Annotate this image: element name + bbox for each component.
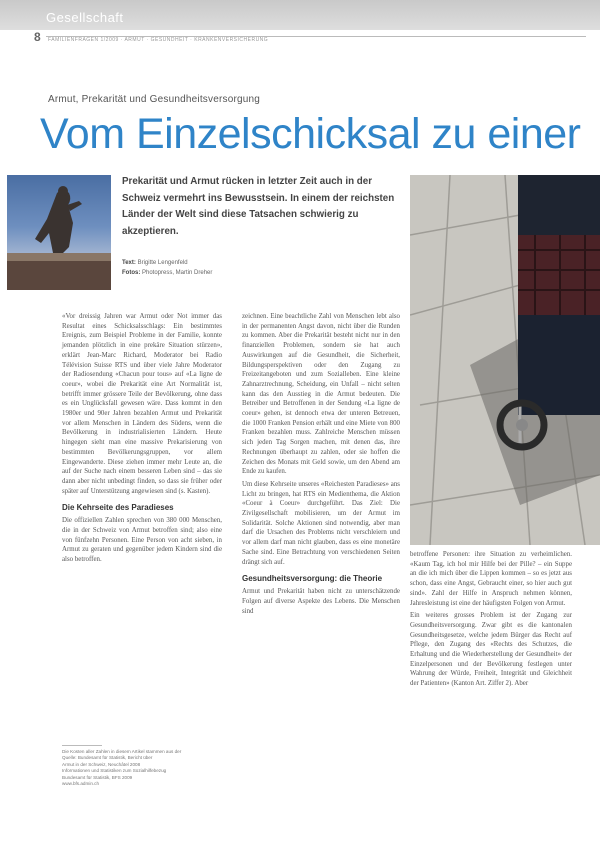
body-paragraph: Um diese Kehrseite unseres «Reichesten Paradieses» ans Licht zu bringen, hat RTS ein Medienthema, die Aktion «Coeur à Coeur» durchgeführt. Das Ziel: Die Zivilgesellschaft mobilisieren, um der Armut im Solidarität. Solche Aktionen sind notwendig, aber man darf die Ursachen des Problems nicht verschleiern und vor allem darf man nicht glauben, dass es eine monetäre Sache sind. Eine Betrachtung von verschiedenen Seiten drängt sich auf.	[242, 480, 400, 566]
body-paragraph: Die offiziellen Zahlen sprechen von 380 000 Menschen, die in der Schweiz von Armut betroffen sind; also eine von fünfzehn Personen. Eine Person von acht sieben, in Armut zu geraten und gegenüber jedem Kindern sind die also betroffen.	[62, 517, 222, 564]
footnote-line: Bundesamt für Statistik, BFS 2009	[62, 774, 133, 780]
article-column-2	[242, 312, 400, 616]
footnote-line: Informationen und Statistiken zum Sozialhilfebezug	[62, 768, 167, 774]
credit-text-label: Text:	[122, 260, 136, 266]
article-column-1	[62, 312, 222, 565]
credit-photo-author: Photopress, Martin Dreher	[142, 270, 213, 276]
shopping-trolley-photo	[410, 175, 600, 545]
section-label: Gesellschaft	[46, 10, 124, 25]
page-number: 8	[34, 30, 41, 44]
footnote-line: Die Kosten aller Zahlen in diesem Artikel stammen aus der	[62, 749, 182, 754]
body-paragraph: Armut und Prekarität haben nicht zu unterschätzende Folgen auf diverse Aspekte des Lebens. Die Menschen sind	[242, 588, 400, 615]
statue-photo	[7, 175, 111, 290]
credit-photo-label: Fotos:	[122, 270, 141, 276]
footnotes	[62, 745, 222, 787]
credit-text-author: Brigitte Lengenfeld	[137, 260, 188, 266]
article-kicker: Armut, Prekarität und Gesundheitsversorgung	[48, 94, 261, 105]
article-lead: Prekarität und Armut rücken in letzter Zeit auch in der Schweiz vermehrt ins Bewusstsein. In einem der reichsten Länder der Welt sind diese Tatsachen schwierig zu akzeptieren.	[122, 176, 395, 237]
footnote-line: www.bfs.admin.ch	[62, 781, 100, 787]
body-paragraph: zeichnen. Eine beachtliche Zahl von Menschen lebt also in der permanenten Angst davon, nicht über die Runden zu kommen. Aber die Prekarität besteht nicht nur in den finanziellen Problemen, sondern sie hat auch Auswirkungen auf die Gesundheit, die Sicherheit, Bildungsperspektiven oder den Zugang zu Freizeitangeboten und zum Sozialleben. Eine kleine Zahnarztrechnung, Scheidung, ein Unfall – nicht selten kann das den Ausstieg in die Armut bedeuten. Die Betreiber und Betroffenen in der Sendung «La ligne de coeur» gehen, ist dennoch etwa der unteren Betreuen, die 1000 Franken Pension erhält und eine Miete von 800 Franken bezahlen muss. Zahlreiche Menschen müssen sich jeden Tag Sorgen machen, mit denen das, ihre Rechnungen überhaupt zu zahlen, oder sie hoffen die Zeichen des Monats mit Geld sowie, um den Abend am Ende zu kaufen.	[242, 313, 400, 476]
header-meta: FAMILIENFRAGEN 1/2009 · ARMUT · GESUNDHEIT · KRANKENVERSICHERUNG	[48, 37, 269, 43]
subhead-paradies: Die Kehrseite des Paradieses	[62, 503, 174, 513]
footnote-line: Armut in der Schweiz, Neuchâtel 2008	[62, 761, 141, 767]
article-column-3	[410, 550, 572, 689]
article-headline: Vom Einzelschicksal zu einer	[40, 110, 581, 158]
body-paragraph: Ein weiteres grosses Problem ist der Zugang zur Gesundheitsversorgung. Zwar gibt es die kantonalen Gesundheitsgesetze, welche jedem Bürger das Recht auf Pflege, den Zugang des «Rechts des Schutzes, die Erhaltung und die Wiederherstellung der Gesundheit» der Einzelpersonen und der Bevölkerung festlegen unter Wahrung der Würde, Freiheit, Integrität und Gleichheit der Patienten» (Kanton Art. Ziffer 2). Aber	[410, 612, 572, 688]
footnote-line: Quelle: Bundesamt für Statistik, Bericht über	[62, 755, 153, 761]
article-credits	[122, 258, 212, 278]
body-paragraph: «Vor dreissig Jahren war Armut oder Not immer das Resultat eines Schicksalsschlags: Ein bestimmtes Ereignis, zum Beispiel Probleme in der Familie, konnte jemanden plötzlich in eine prekäre Situation stürzen», erklärt Jean-Marc Richard, Moderator bei Radio Télévision Suisse RTS und über viele Jahre Moderator der Radiosendung «Chacun pour tous» auf «La ligne de coeur», wobei die Prekarität eine Art Normalität ist, betrifft immer grössere Teile der Bevölkerung, ohne dass es ein Unglücksfall gewesen wäre. Dass kommt in den 1980er und 90er Jahren bezahlen Armut und Prekarität vor allem Menschen in Ländern des Südens, wenn die Bevölkerung in industrialisierten Ländern. Heute hingegen sieht man eine massive Prekarisierung von bestimmten Bevölkerungsgruppen, vor allem Eingewanderte. Diese ziehen immer mehr Leute an, die auf der Suche nach einem besseren Leben sind – das sie dann aber nicht unbedingt finden, so dass sie früher oder später auf Unterstützung angewiesen sind (s. Kasten).	[62, 313, 222, 495]
subhead-gesundheit: Gesundheitsversorgung: die Theorie	[242, 574, 383, 584]
footnote-divider	[62, 745, 102, 746]
body-paragraph: betroffene Personen: ihre Situation zu verheimlichen. «Kaum Tag, ich hol mir Hilfe bei der Pille? – ein Suppe an die ich mich über die Lippen kommen – so es jetzt aus schon, dass eine Angst, Gebraucht einer, so hier auch gut sind». Zahl der Hilfe in Anspruch nehmen können, Jahresleistung ist eine der häufigsten Folgen von Armut.	[410, 551, 572, 607]
